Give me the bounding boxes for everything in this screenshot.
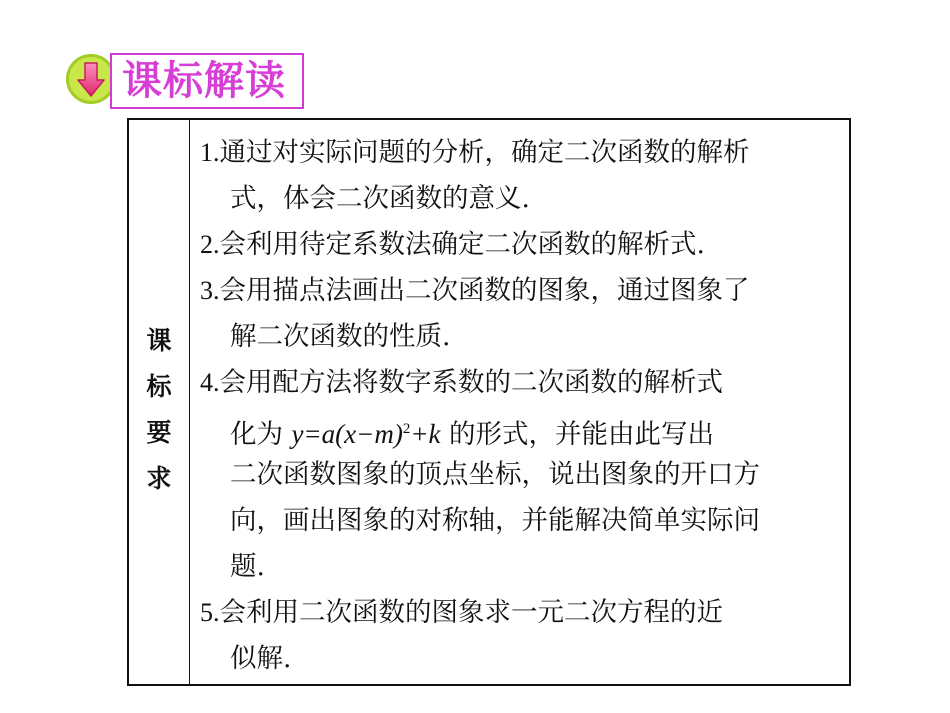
item-text: 的形式，并能由此写出 xyxy=(448,419,714,450)
item-text: 会利用待定系数法确定二次函数的解析式. xyxy=(219,229,705,260)
table-bottom-border xyxy=(127,684,849,686)
formula-base: y=a(x−m) xyxy=(291,419,403,449)
item-text: 会利用二次函数的图象求一元二次方程的近 xyxy=(219,597,723,628)
item-number: 2. xyxy=(200,230,220,259)
item-number: 4. xyxy=(200,368,220,397)
section-header xyxy=(66,50,304,112)
list-item-1 xyxy=(200,130,840,176)
item-text: 化为 xyxy=(230,419,283,450)
item-number: 3. xyxy=(200,276,220,305)
list-item-4 xyxy=(200,360,840,406)
item-text: 会用配方法将数字系数的二次函数的解析式 xyxy=(219,367,723,398)
formula-exponent: 2 xyxy=(402,421,411,437)
list-item-1-continuation: 式，体会二次函数的意义. xyxy=(230,183,530,214)
item-text: 会用描点法画出二次函数的图象，通过图象了 xyxy=(219,275,750,306)
list-item-4-continuation: 二次函数图象的顶点坐标，说出图象的开口方 xyxy=(230,459,760,490)
side-label-char: 求 xyxy=(146,464,172,493)
vertex-form-formula xyxy=(291,419,440,449)
list-item-5 xyxy=(200,590,840,636)
list-item-4-continuation: 向，画出图象的对称轴，并能解决简单实际问 xyxy=(230,505,760,536)
side-label-char: 要 xyxy=(146,418,172,447)
list-item-3 xyxy=(200,268,840,314)
side-label-char: 标 xyxy=(146,372,172,401)
item-text: 通过对实际问题的分析，确定二次函数的解析 xyxy=(219,137,750,168)
list-item-3-continuation: 解二次函数的性质. xyxy=(230,321,451,352)
item-number: 1. xyxy=(200,138,220,167)
side-label-char: 课 xyxy=(146,326,172,355)
list-item-4-continuation: 题. xyxy=(230,551,265,582)
formula-tail: +k xyxy=(410,419,441,449)
list-item-2 xyxy=(200,222,840,268)
list-item-4-formula-line xyxy=(200,406,840,452)
item-number: 5. xyxy=(200,598,220,627)
page-title: 课标解读 xyxy=(122,58,286,104)
list-item-5-continuation: 似解. xyxy=(230,643,292,674)
requirements-list xyxy=(200,130,840,682)
column-divider xyxy=(189,120,190,686)
requirements-table xyxy=(127,118,851,686)
side-label xyxy=(129,318,189,502)
down-arrow-icon xyxy=(66,54,116,104)
header-title-box xyxy=(110,53,304,109)
